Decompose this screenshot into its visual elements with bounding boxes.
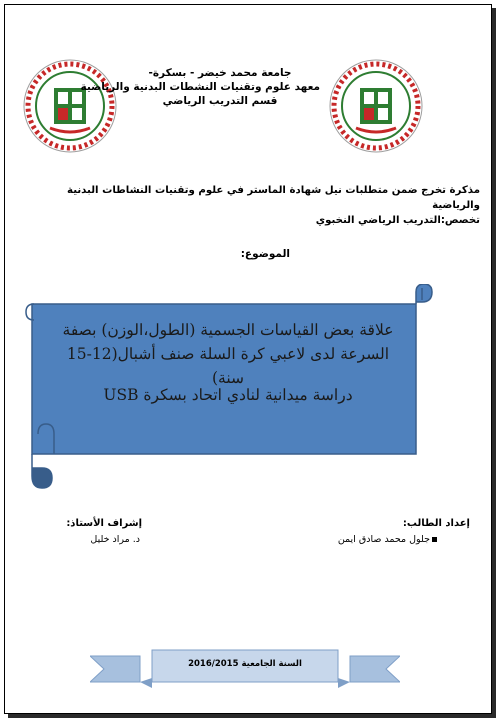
thesis-subtitle: دراسة ميدانية لنادي اتحاد بسكرة USB bbox=[103, 386, 353, 404]
memo-description bbox=[60, 183, 480, 228]
academic-year: السنة الجامعية 2016/2015 bbox=[188, 659, 302, 669]
supervisor-name: د. مراد خليل bbox=[90, 534, 140, 545]
student-name: جلول محمد صادق ايمن bbox=[337, 534, 430, 545]
department-name: قسم التدريب الرياضي bbox=[162, 95, 278, 107]
student-label: إعداد الطالب: bbox=[402, 518, 470, 529]
university-logo-left bbox=[22, 58, 118, 154]
supervisor-label: إشراف الأستاذ: bbox=[66, 518, 142, 529]
thesis-title-line-2: السرعة لدى لاعبي كرة السلة صنف أشبال(12-15 سنة) bbox=[66, 345, 390, 387]
bullet-icon bbox=[432, 537, 437, 542]
university-name: جامعة محمد خيضر - بسكرة- bbox=[148, 67, 292, 79]
university-logo-right bbox=[328, 58, 424, 154]
thesis-title bbox=[54, 318, 402, 390]
memo-line-1: مذكرة تخرج ضمن متطلبات نيل شهادة الماستر في علوم وتقنيات النشاطات البدنية bbox=[67, 185, 480, 196]
university-header bbox=[80, 66, 320, 108]
memo-line-2: والرياضية bbox=[432, 200, 480, 211]
institute-name: معهد علوم وتقنيات النشطات البدنية والرياضية bbox=[80, 81, 320, 93]
memo-specialty: تخصص:التدريب الرياضي النخبوي bbox=[315, 215, 480, 226]
thesis-title-line-1: علاقة بعض القياسات الجسمية (الطول،الوزن) بصفة bbox=[62, 321, 394, 339]
topic-label: الموضوع: bbox=[240, 248, 290, 260]
